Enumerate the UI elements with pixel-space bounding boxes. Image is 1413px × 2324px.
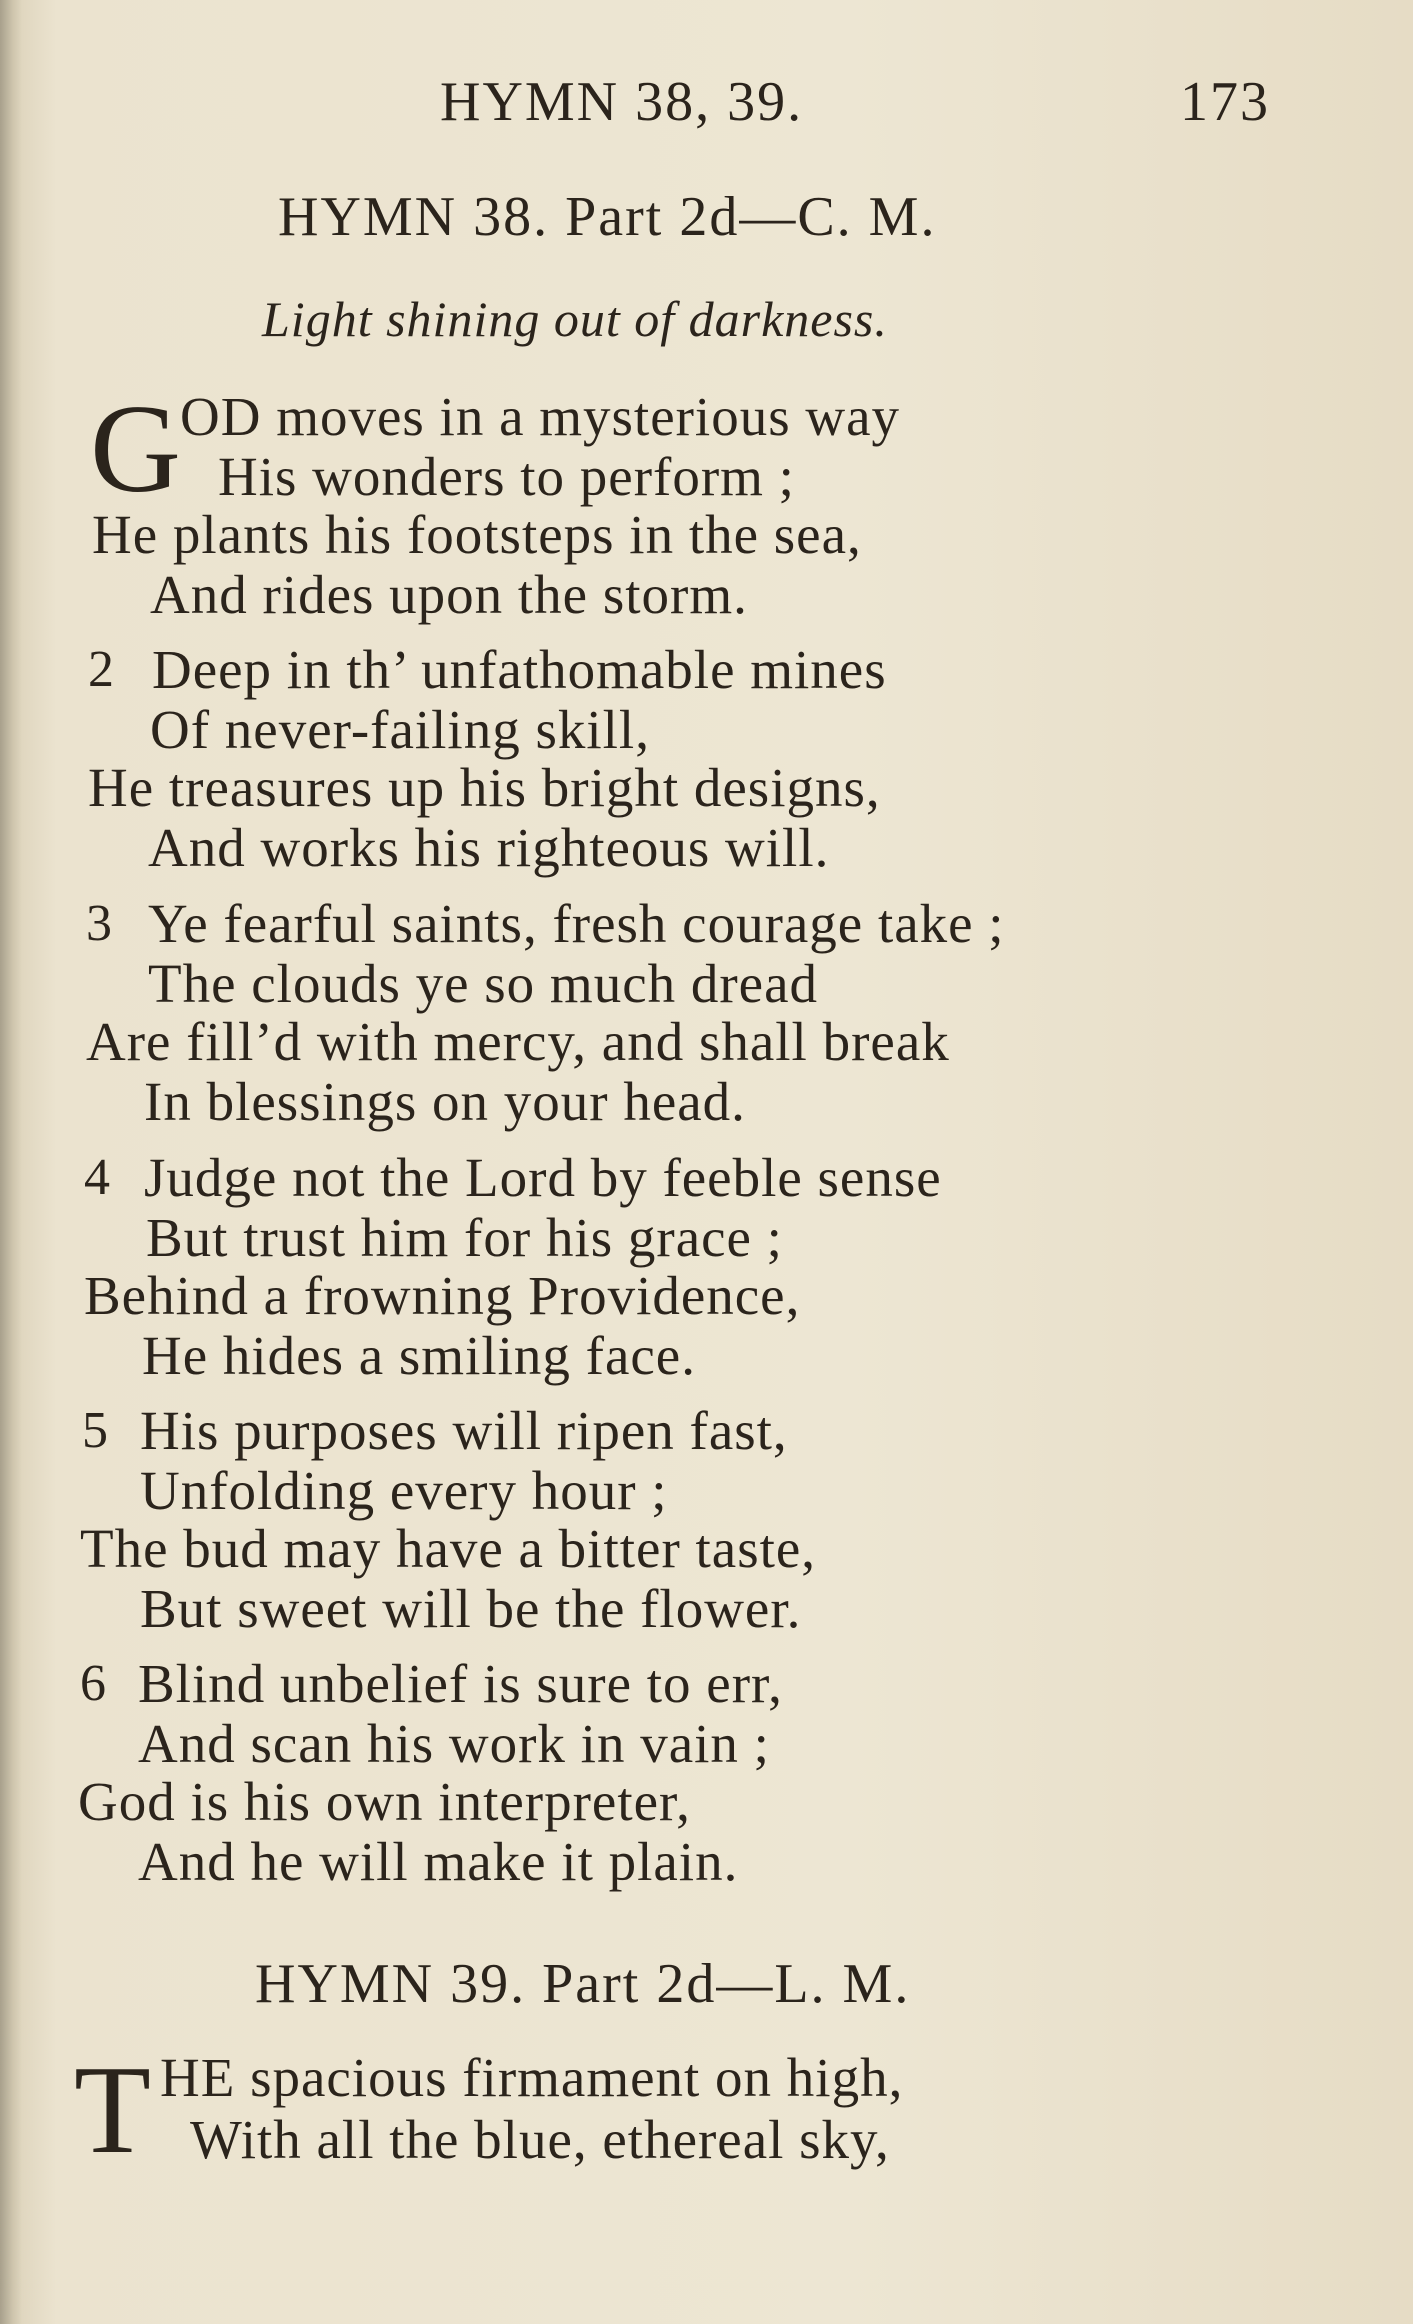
verse-line: But trust him for his grace ; (146, 1207, 783, 1268)
hymn-38-subtitle: Light shining out of darkness. (262, 291, 888, 347)
verse-line: Judge not the Lord by feeble sense (144, 1147, 942, 1208)
verse-line: In blessings on your head. (144, 1071, 746, 1132)
verse-line: HE spacious firmament on high, (160, 2047, 904, 2108)
verse-line: He hides a smiling face. (142, 1325, 696, 1386)
verse-line: OD moves in a mysterious way (180, 386, 900, 447)
verse-line: Ye fearful saints, fresh courage take ; (148, 893, 1005, 954)
verse-line: Unfolding every hour ; (140, 1460, 668, 1521)
verse-line: His purposes will ripen fast, (140, 1400, 788, 1461)
hymn-38-heading: HYMN 38. Part 2d—C. M. (278, 186, 937, 248)
verse-line: Of never-failing skill, (150, 699, 650, 760)
page-edge-shadow (0, 0, 22, 2324)
verse-line: God is his own interpreter, (78, 1771, 691, 1832)
verse-line: And rides upon the storm. (150, 564, 748, 625)
verse-line: But sweet will be the flower. (140, 1578, 802, 1639)
verse-line: With all the blue, ethereal sky, (190, 2109, 890, 2170)
verse-line: Behind a frowning Providence, (84, 1265, 801, 1326)
verse-line: Deep in th’ unfathomable mines (152, 639, 887, 700)
verse-line: He treasures up his bright designs, (88, 757, 881, 818)
verse-number: 6 (80, 1655, 106, 1712)
hymn-39-heading: HYMN 39. Part 2d—L. M. (255, 1953, 911, 2015)
verse-line: His wonders to perform ; (218, 446, 795, 507)
verse-line: Blind unbelief is sure to err, (138, 1653, 783, 1714)
verse-number: 3 (86, 895, 112, 952)
verse-line: And works his righteous will. (148, 817, 830, 878)
verse-line: And scan his work in vain ; (138, 1713, 770, 1774)
verse-line: The bud may have a bitter taste, (80, 1518, 817, 1579)
verse-number: 4 (84, 1149, 110, 1206)
drop-cap-g: G (90, 380, 181, 519)
verse-line: The clouds ye so much dread (148, 953, 819, 1014)
verse-line: He plants his footsteps in the sea, (92, 504, 862, 565)
page-number: 173 (1180, 71, 1270, 133)
verse-number: 2 (88, 641, 114, 698)
verse-line: And he will make it plain. (138, 1831, 739, 1892)
verse-number: 5 (82, 1402, 108, 1459)
running-head (0, 70, 1413, 140)
verse-line: Are fill’d with mercy, and shall break (86, 1011, 950, 1072)
drop-cap-t: T (74, 2041, 151, 2180)
running-title: HYMN 38, 39. (440, 71, 804, 133)
